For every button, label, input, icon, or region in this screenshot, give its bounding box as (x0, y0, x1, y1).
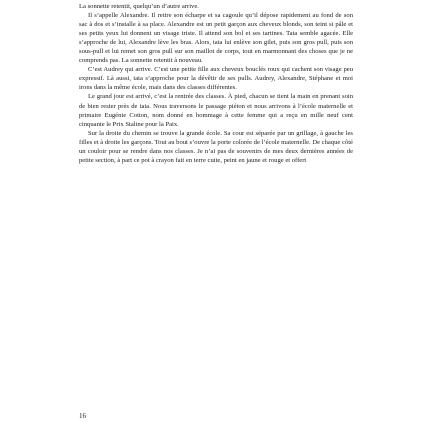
paragraph-5: Sur la droite du chemin se trouve la grande école. Sa cour est séparée par un grillage, à gauche les filles et à droite les garçons. Tout au bout s’ouvre la porte colorée de l’école maternelle. De chaque côté un couloir pour se rendre dans nos classes. Je n’ai pas de souvenirs de mes deux dernières années de petite section, à part ce pot à crayon fait en terre cuite, peint en jaune et rouge et offert (79, 129, 353, 164)
page-number: 16 (79, 412, 86, 420)
paragraph-2: Il s’appelle Alexandre. Il retire son écharpe et sa cagoule qu’il dépose rapidement au fond de son sac à dos et s’installe à sa place. Alexandre est un petit garçon aux cheveux blonds, son teint si pâle et ses petits yeux lui donnent un visage triste. Il attend son bol et ses tartines. Tata semble agacée. Elle s’approche de lui, Alexandre lève les bras. Alors, tata lui enlève son gilet, puis son gros pull, puis son sous-pull et lui remet son gros pull sur son maillot de corps, tout en marmonnant des choses que je ne comprends pas. La sonnette retentit à nouveau. (79, 12, 353, 65)
paragraph-1: La sonnette retentit, quelqu’un d’autre arrive. (79, 3, 199, 10)
paragraph-4: Le grand jour est arrivé, c’est la rentrée des classes. À pied, chacun se tient la main en prenant soin de bien rester près de tata. Nous traversons le passage piéton et nous arrivons à l’école maternelle et primaire Eugénie Cotton, nom donné en hommage à cette femme qui a reçu en mille neuf cent cinquante le Prix Staline pour la Paix. (79, 93, 353, 128)
paragraph-3: C’est Audrey qui arrive. C’est une petite fille aux cheveux bouclés roux qui cachent son visage peu expressif. Là aussi, tata s’approche pour la dévêtir de ses pulls. Audrey, Alexandre, Stéphane et moi irons dans la même école, mais dans des classes différentes. (79, 66, 353, 92)
body-text (79, 2, 353, 165)
